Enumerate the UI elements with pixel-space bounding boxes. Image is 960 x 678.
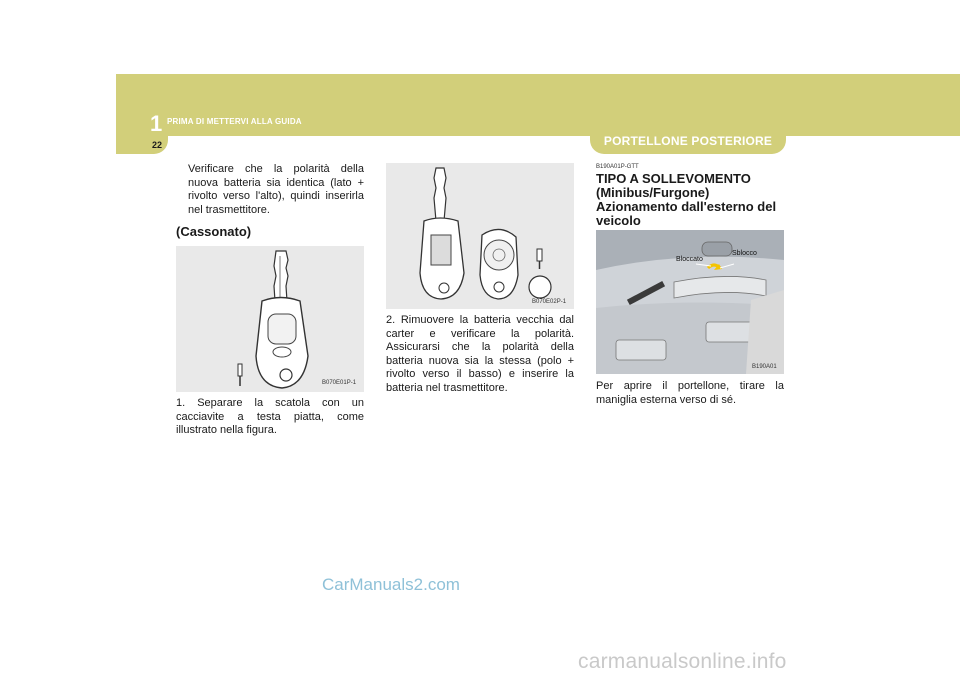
watermark-carmanualsonline: carmanualsonline.info xyxy=(578,650,787,673)
section-heading xyxy=(596,172,784,228)
section-title: PORTELLONE POSTERIORE xyxy=(603,134,773,148)
figure-code-2: B070E02P-1 xyxy=(532,299,567,305)
opened-key-illustration xyxy=(386,163,574,309)
label-unlocked: Sblocco xyxy=(732,250,757,257)
label-locked: Bloccato xyxy=(676,256,703,263)
chapter-number: 1 xyxy=(150,111,163,136)
step-2: 2. Rimuovere la batteria vecchia dal carter e verificare la polarità. Assicurarsi che la polarità della batteria nuova sia la stessa (polo + rivolto verso il basso) e inserire la batteria nel trasmettitore. xyxy=(386,314,574,394)
chapter-title: PRIMA DI METTERVI ALLA GUIDA xyxy=(167,117,302,126)
tailgate-figure xyxy=(596,230,784,374)
title-line-3: Azionamento dall'esterno del veicolo xyxy=(596,199,777,228)
key-figure-1 xyxy=(176,246,364,392)
header-band xyxy=(116,74,960,136)
title-line-1: TIPO A SOLLEVOMENTO xyxy=(596,171,751,186)
remote-key-illustration xyxy=(176,246,364,392)
watermark-carmanuals2: CarManuals2.com xyxy=(322,575,460,594)
cassonato-heading: (Cassonato) xyxy=(176,224,252,239)
title-line-2: (Minibus/Furgone) xyxy=(596,185,710,200)
figure-code-3: B190A01 xyxy=(752,364,777,370)
figure-code-1: B070E01P-1 xyxy=(322,380,357,386)
section-tab xyxy=(590,128,786,154)
step-1: 1. Separare la scatola con un cacciavite a testa piatta, come illustrato nella figura. xyxy=(176,397,364,436)
tailgate-instruction: Per aprire il portellone, tirare la maniglia esterna verso di sé. xyxy=(596,380,784,406)
intro-paragraph: Verificare che la polarità della nuova batteria sia identica (lato + rivolto verso l'alto), quindi inserirla nel trasmettitore. xyxy=(188,163,364,216)
key-figure-2 xyxy=(386,163,574,309)
ref-code: B190A01P-GTT xyxy=(596,164,639,170)
page-number: 22 xyxy=(152,140,163,150)
